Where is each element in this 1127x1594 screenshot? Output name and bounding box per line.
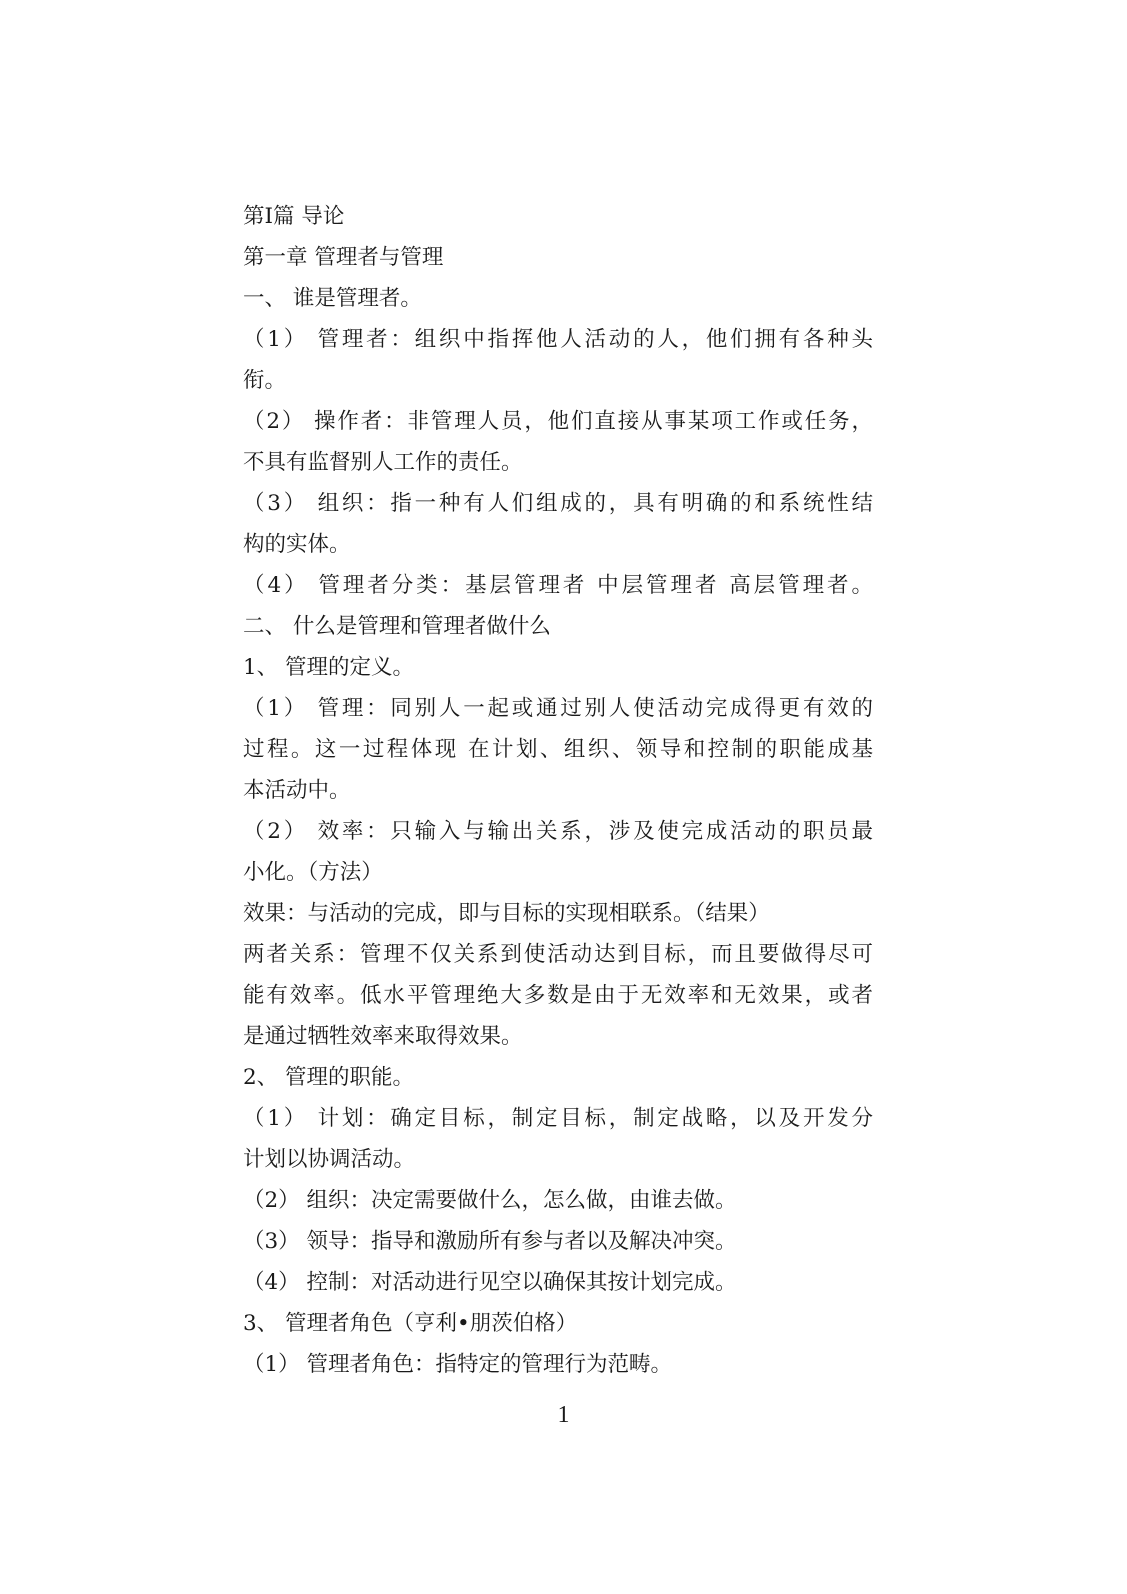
text-line: （1） 管理者角色：指特定的管理行为范畴。	[243, 1352, 673, 1377]
text-line: 能有效率。低水平管理绝大多数是由于无效率和无效果，或者	[243, 983, 873, 1008]
text-line: 构的实体。	[243, 532, 351, 557]
text-line: 计划以协调活动。	[243, 1147, 416, 1172]
text-line: 本活动中。	[243, 778, 351, 803]
text-line: 第一章 管理者与管理	[243, 245, 444, 270]
text-line: 3、 管理者角色（亨利•朋茨伯格）	[243, 1311, 578, 1336]
text-line: （2） 效率：只输入与输出关系，涉及使完成活动的职员最	[243, 819, 873, 844]
text-line: （2） 组织：决定需要做什么，怎么做，由谁去做。	[243, 1188, 737, 1213]
page-number: 1	[557, 1402, 570, 1428]
text-line: 效果：与活动的完成，即与目标的实现相联系。（结果）	[243, 901, 770, 926]
text-line: 第Ⅰ篇 导论	[243, 204, 345, 229]
text-line: （2） 操作者：非管理人员，他们直接从事某项工作或任务，	[243, 409, 873, 434]
text-line: （1） 管理者：组织中指挥他人活动的人，他们拥有各种头	[243, 327, 873, 352]
text-line: （4） 管理者分类：基层管理者 中层管理者 高层管理者。	[243, 573, 873, 598]
text-line: 1、 管理的定义。	[243, 655, 415, 680]
text-line: 衔。	[243, 368, 287, 393]
text-line: 不具有监督别人工作的责任。	[243, 450, 523, 475]
text-line: （3） 领导：指导和激励所有参与者以及解决冲突。	[243, 1229, 737, 1254]
text-line: 两者关系：管理不仅关系到使活动达到目标，而且要做得尽可	[243, 942, 873, 967]
text-line: 是通过牺牲效率来取得效果。	[243, 1024, 523, 1049]
text-line: 2、 管理的职能。	[243, 1065, 415, 1090]
text-line: 过程。这一过程体现 在计划、组织、领导和控制的职能成基	[243, 737, 873, 762]
text-line: 一、 谁是管理者。	[243, 286, 422, 311]
text-line: 二、 什么是管理和管理者做什么	[243, 614, 551, 639]
document-body	[243, 196, 873, 1385]
text-line: 小化。（方法）	[243, 860, 383, 885]
text-line: （1） 管理：同别人一起或通过别人使活动完成得更有效的	[243, 696, 873, 721]
text-line: （3） 组织：指一种有人们组成的，具有明确的和系统性结	[243, 491, 873, 516]
text-line: （4） 控制：对活动进行见空以确保其按计划完成。	[243, 1270, 737, 1295]
text-line: （1） 计划：确定目标，制定目标，制定战略，以及开发分	[243, 1106, 873, 1131]
